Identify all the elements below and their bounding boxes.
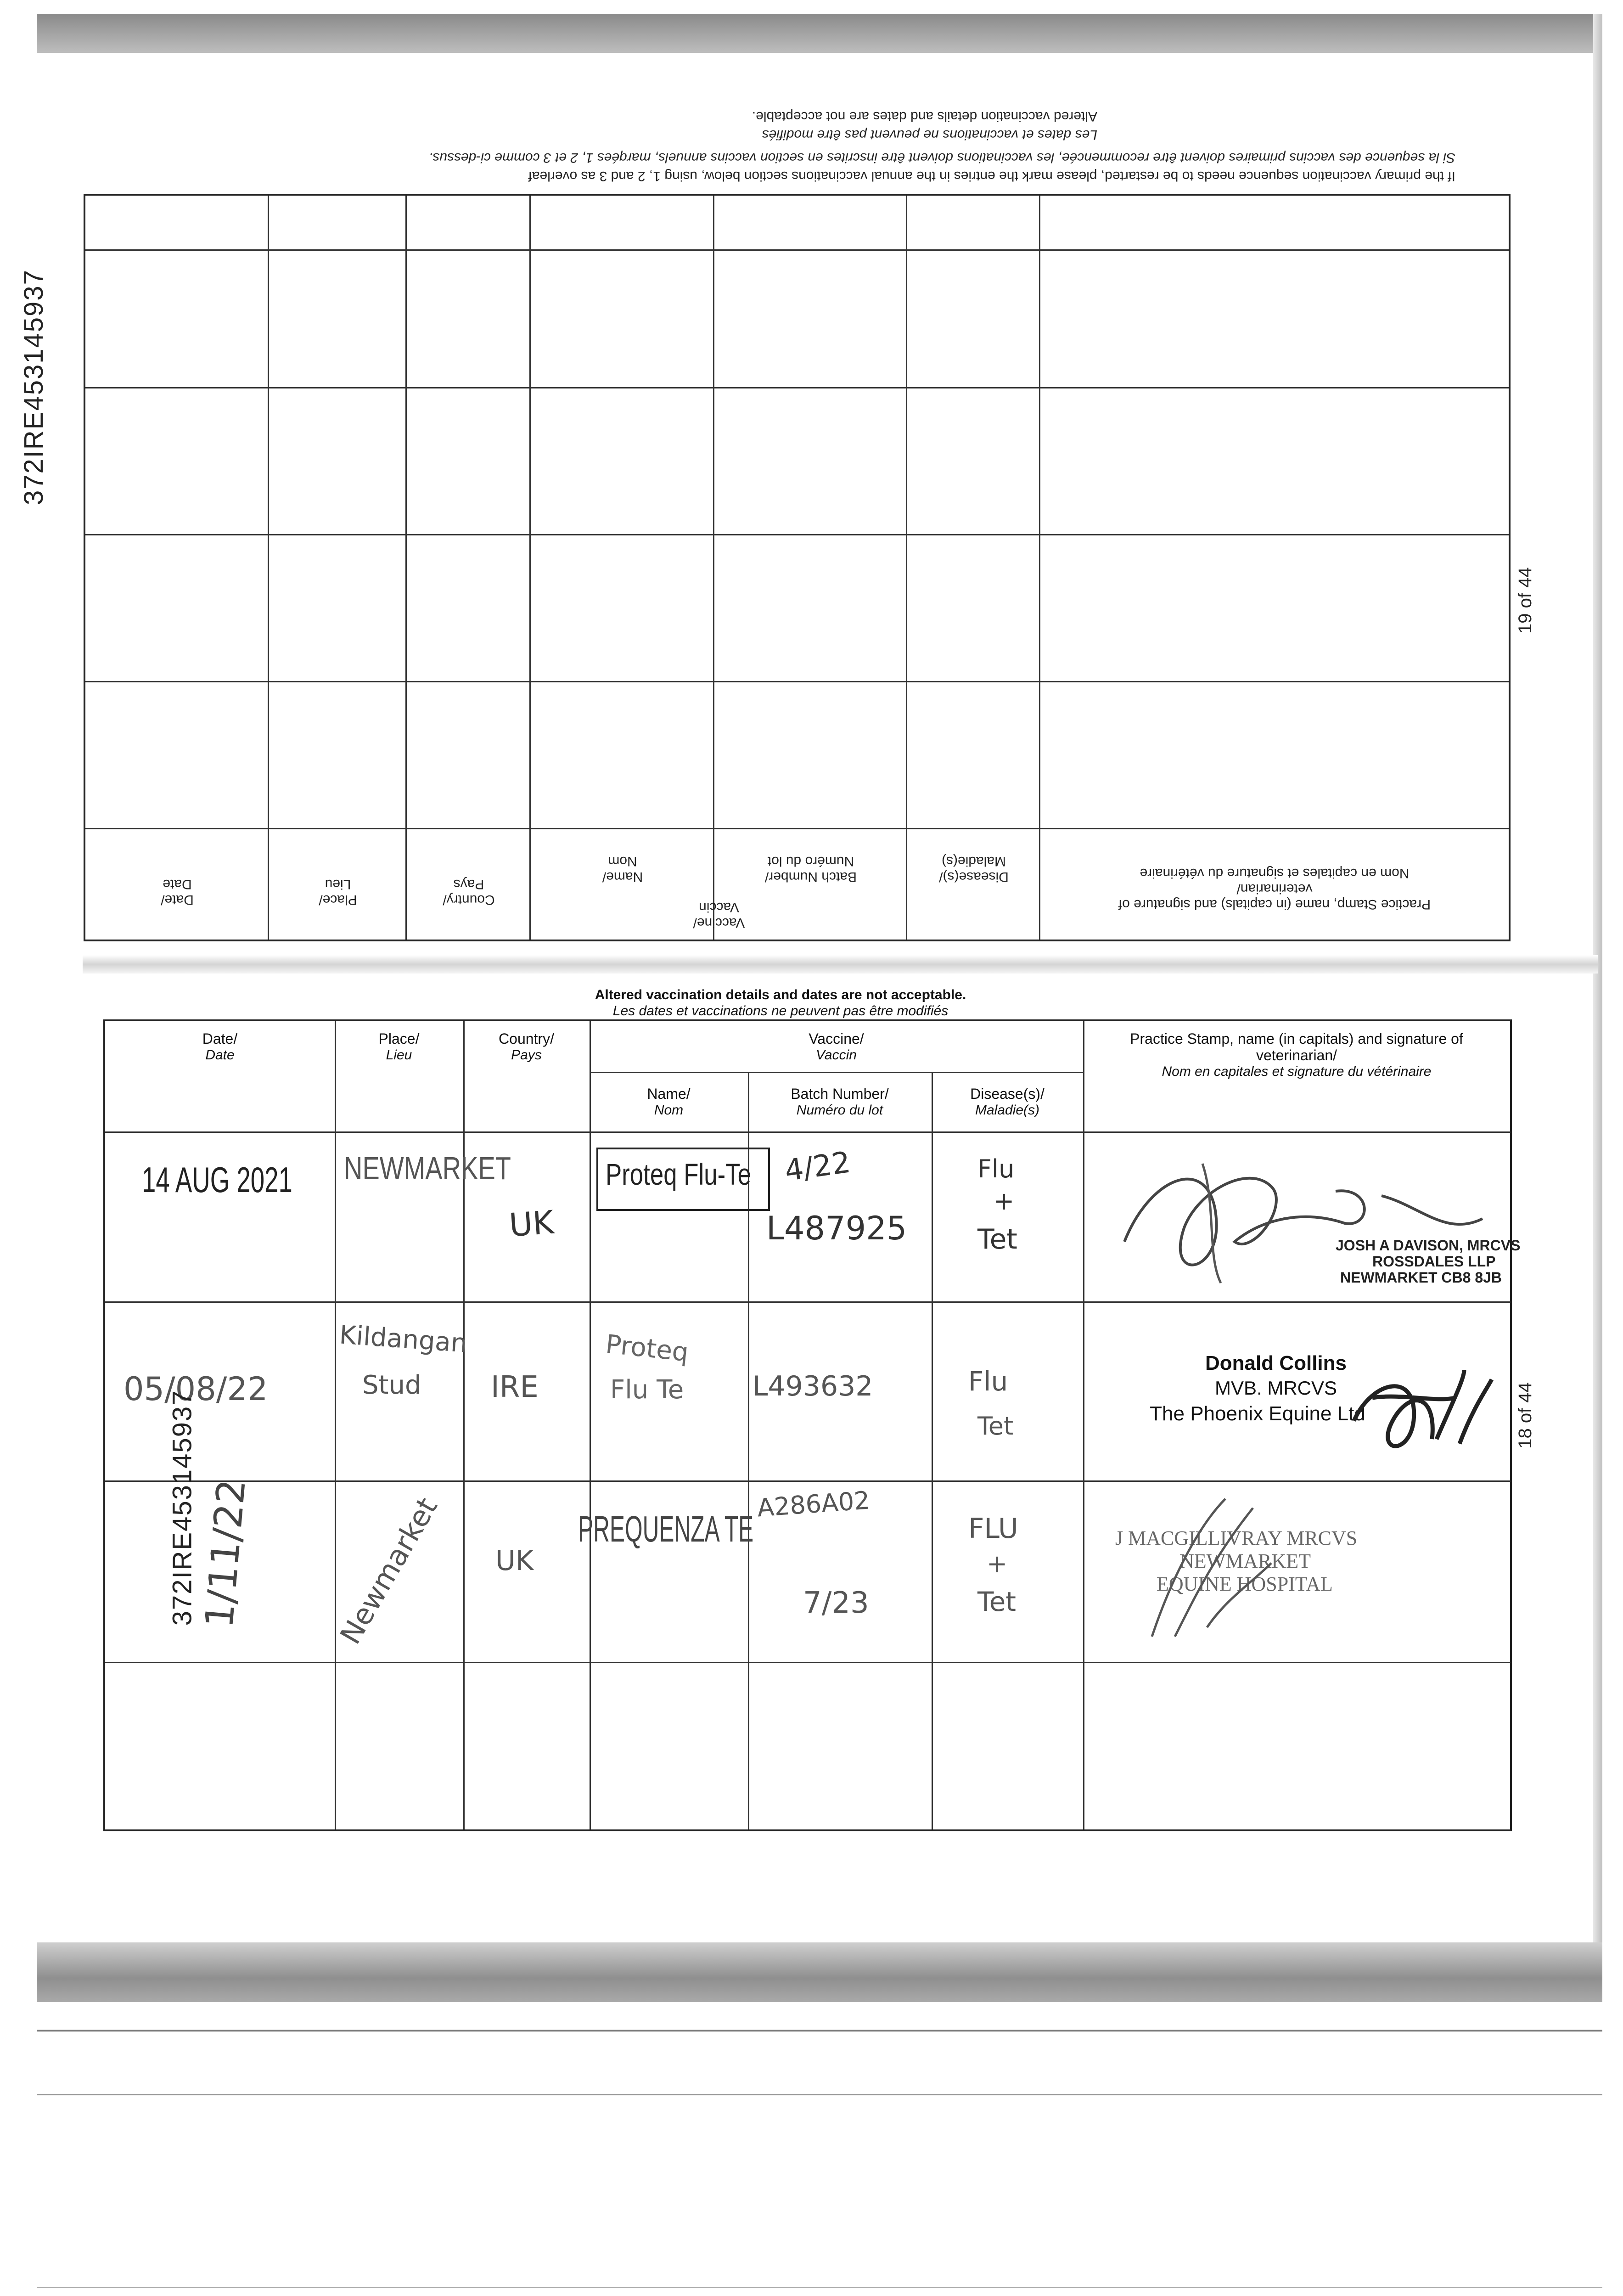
grid-row <box>105 1131 1510 1133</box>
row3-batch: A286A02 <box>756 1486 871 1523</box>
row1-expiry: 4/22 <box>782 1145 853 1188</box>
lower-serial-number: 372IRE453145937 <box>167 1390 197 1626</box>
header-disease: Disease(s)/ Maladie(s) <box>939 854 1009 884</box>
grid-row <box>590 1072 1083 1073</box>
header-batch <box>748 1086 932 1119</box>
grid-row <box>85 249 1509 251</box>
header-place-en: Place/ <box>378 1030 420 1047</box>
grid-row <box>85 828 1509 829</box>
grid-row <box>105 1480 1510 1482</box>
row2-vaccine-name-2: Flu Te <box>610 1375 684 1405</box>
row3-disease-2: + <box>987 1549 1008 1578</box>
row2-vet-quals: MVB. MRCVS <box>1214 1377 1337 1399</box>
row2-batch: L493632 <box>753 1370 873 1402</box>
header-vaccine-en: Vaccine/ <box>809 1030 864 1047</box>
header-batch: Batch Number/ Numéro du lot <box>764 854 857 884</box>
grid-col <box>932 1072 933 1829</box>
page-fold-shadow <box>83 955 1598 974</box>
row1-disease-3: Tet <box>977 1223 1017 1255</box>
header-vaccine-fr: Vaccin <box>816 1047 857 1063</box>
scan-line <box>37 2287 1602 2288</box>
header-practice: Practice Stamp, name (in capitals) and signature of veterinarian/ Nom en capitales et signature du vétérinaire <box>1118 866 1431 912</box>
header-country: Country/ Pays <box>443 877 495 907</box>
upper-note-en2: Altered vaccination details and dates are not acceptable. <box>752 109 1097 124</box>
grid-row <box>85 534 1509 535</box>
upper-note-en: If the primary vaccination sequence needs to be restarted, please mark the entries in the annual vaccinations section below, using 1, 2 and 3 as overleaf <box>528 169 1455 184</box>
header-vaccine: Vaccine/ Vaccin <box>693 900 745 930</box>
header-batch-en: Batch Number/ <box>791 1086 889 1102</box>
header-country-en: Country/ <box>499 1030 554 1047</box>
row2-place-2: Stud <box>362 1370 421 1400</box>
header-country <box>463 1030 590 1064</box>
upper-vaccination-grid <box>84 194 1511 941</box>
row2-date: 05/08/22 <box>124 1370 268 1408</box>
row3-place: Newmarket <box>333 1491 444 1650</box>
grid-row <box>85 387 1509 388</box>
header-country-fr: Pays <box>511 1047 542 1063</box>
header-place: Place/ Lieu <box>319 877 357 907</box>
header-date <box>105 1030 335 1064</box>
scan-edge-right <box>1593 14 1602 1942</box>
header-name-en: Name/ <box>647 1086 691 1102</box>
row2-disease-2: Tet <box>977 1412 1014 1441</box>
header-date: Date/ Date <box>161 877 194 907</box>
row1-disease-2: + <box>994 1187 1015 1216</box>
row3-expiry: 7/23 <box>803 1586 869 1620</box>
row3-vet-stamp-line1: J MACGILLIVRAY MRCVS <box>1115 1527 1358 1549</box>
row2-disease-1: Flu <box>968 1366 1008 1397</box>
upper-page-page19 <box>60 87 1511 941</box>
row2-vet-signature <box>1345 1352 1501 1471</box>
scan-edge-bottom <box>37 1942 1602 2002</box>
header-batch-fr: Numéro du lot <box>796 1103 883 1118</box>
header-disease-fr: Maladie(s) <box>975 1103 1040 1118</box>
vaccination-record-table <box>103 1019 1521 1831</box>
row2-place-1: Kildangan <box>338 1320 468 1359</box>
grid-col <box>335 1021 336 1829</box>
upper-note-fr2: Les dates et vaccinations ne peuvent pas être modifiés <box>762 127 1097 142</box>
header-name: Name/ Nom <box>602 854 643 884</box>
header-practice <box>1083 1030 1510 1080</box>
row2-vet-name: Donald Collins <box>1205 1352 1347 1374</box>
header-place-fr: Lieu <box>386 1047 412 1063</box>
header-name <box>590 1086 748 1119</box>
lower-page-number: 18 of 44 <box>1515 1382 1535 1449</box>
row1-batch: L487925 <box>766 1210 907 1247</box>
row1-date-stamp: 14 AUG 2021 <box>142 1159 292 1200</box>
upper-note-fr: Si la sequence des vaccins primaires doivent être recommencée, les vaccinations doivent être inscrites en section vaccins annuels, marqées 1, 2 et 3 comme ci-dessus. <box>428 150 1455 165</box>
upper-page-number: 19 of 44 <box>1515 567 1535 634</box>
altered-notice-en: Altered vaccination details and dates are not acceptable. <box>595 987 966 1002</box>
row2-country: IRE <box>491 1370 539 1404</box>
scan-line <box>37 2094 1602 2095</box>
scan-line <box>37 2030 1602 2032</box>
upper-serial-number: 372IRE453145937 <box>19 269 49 505</box>
row3-date: 1/11/22 <box>196 1477 254 1630</box>
header-date-fr: Date <box>205 1047 235 1063</box>
header-vaccine <box>590 1030 1083 1064</box>
row1-vaccine-name: Proteq Flu-Te <box>606 1157 751 1191</box>
row3-vaccine-name: PREQUENZA TE <box>578 1508 754 1549</box>
header-practice-en2: veterinarian/ <box>1256 1047 1337 1064</box>
grid-col <box>463 1021 465 1829</box>
row3-vet-signature <box>1134 1490 1317 1646</box>
grid-row <box>85 681 1509 682</box>
altered-notice-fr: Les dates et vaccinations ne peuvent pas être modifiés <box>612 1003 949 1019</box>
header-place <box>335 1030 463 1064</box>
row1-place-stamp: NEWMARKET <box>344 1150 511 1186</box>
header-practice-fr: Nom en capitales et signature du vétérinaire <box>1162 1064 1432 1079</box>
row1-vet-stamp-line3: NEWMARKET CB8 8JB <box>1340 1269 1502 1286</box>
header-name-fr: Nom <box>654 1103 684 1118</box>
row1-vet-stamp-line2: ROSSDALES LLP <box>1372 1253 1496 1270</box>
row1-vet-stamp-line1: JOSH A DAVISON, MRCVS <box>1336 1237 1521 1254</box>
row1-country: UK <box>508 1203 555 1244</box>
row3-vet-stamp-line2: NEWMARKET <box>1179 1550 1311 1572</box>
grid-row <box>105 1301 1510 1303</box>
header-disease-en: Disease(s)/ <box>970 1086 1045 1102</box>
grid-col <box>1083 1021 1084 1829</box>
grid-row <box>105 1662 1510 1663</box>
scan-edge-top <box>37 14 1602 53</box>
grid-col <box>590 1021 591 1829</box>
header-disease <box>932 1086 1083 1119</box>
row3-country: UK <box>495 1545 534 1577</box>
header-practice-en1: Practice Stamp, name (in capitals) and signature of <box>1130 1030 1463 1047</box>
row3-disease-3: Tet <box>977 1586 1016 1617</box>
row3-vet-stamp-line3: EQUINE HOSPITAL <box>1157 1573 1333 1595</box>
header-date-en: Date/ <box>202 1030 238 1047</box>
row3-disease-1: FLU <box>968 1513 1018 1545</box>
row1-disease-1: Flu <box>977 1154 1015 1183</box>
row2-vet-practice: The Phoenix Equine Ltd <box>1150 1402 1365 1425</box>
row2-vaccine-name-1: Proteq <box>604 1329 690 1368</box>
